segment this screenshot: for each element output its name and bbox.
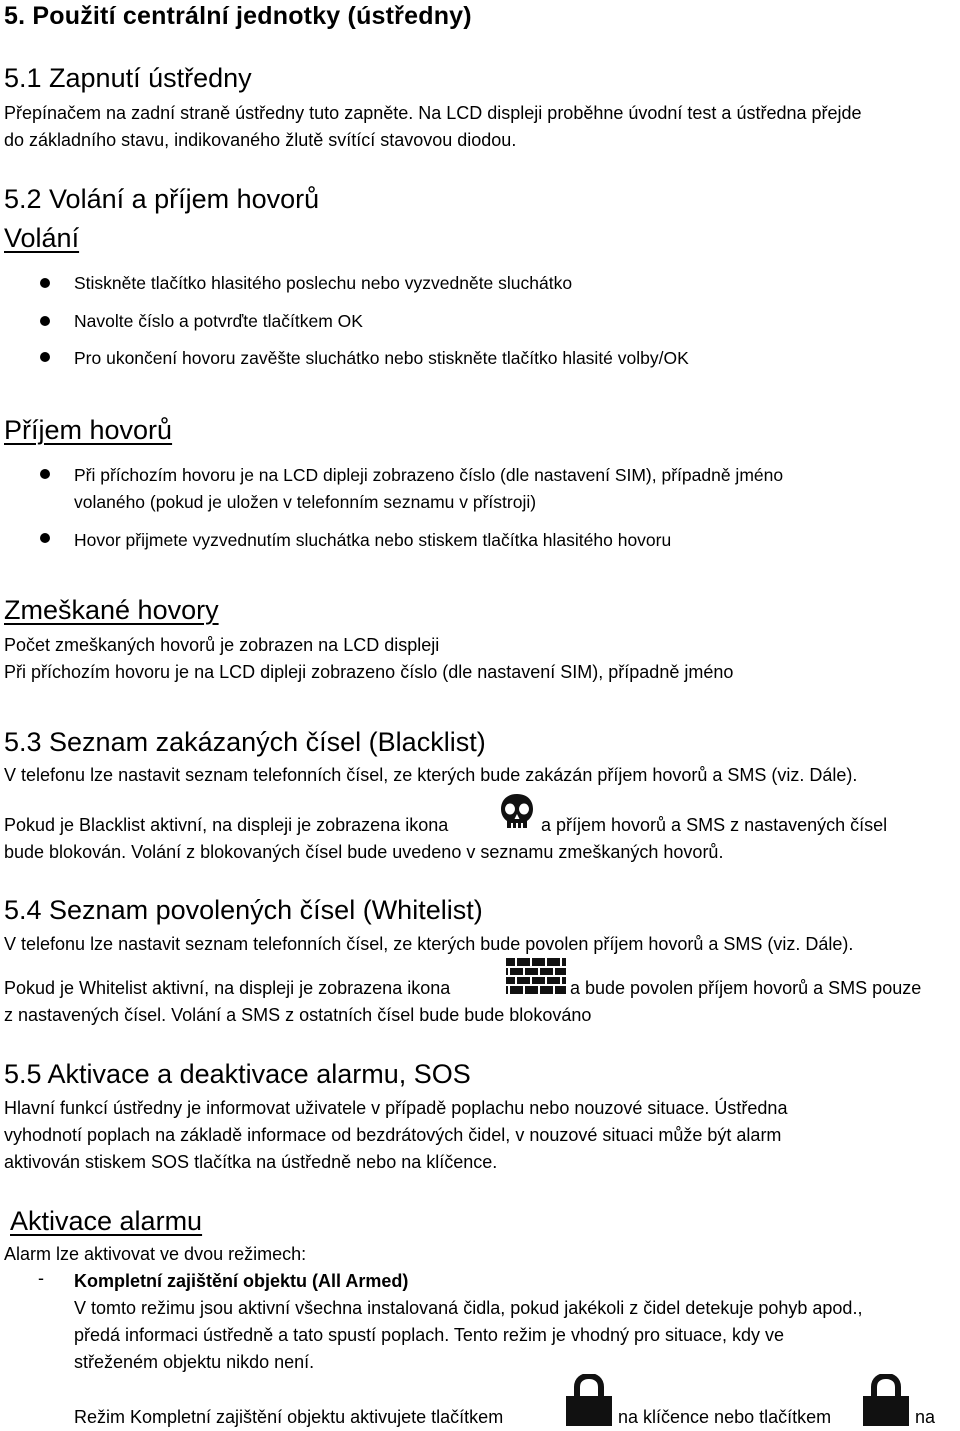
- padlock-icon: [861, 1374, 911, 1426]
- section-5-4-line-3: z nastavených čísel. Volání a SMS z ostatních čísel bude bude blokováno: [4, 1005, 592, 1025]
- section-5-5-title: 5.5 Aktivace a deaktivace alarmu, SOS: [4, 1059, 471, 1089]
- list-dash: -: [38, 1268, 44, 1288]
- section-5-3-line-2a: Pokud je Blacklist aktivní, na displeji je zobrazena ikona: [4, 815, 449, 835]
- bullet-icon: [40, 278, 50, 288]
- skull-icon: [498, 792, 536, 832]
- mode-title: Kompletní zajištění objektu (All Armed): [74, 1271, 409, 1291]
- section-5-3-line-3: bude blokován. Volání z blokovaných čísel bude uvedeno v seznamu zmeškaných hovorů.: [4, 842, 724, 862]
- calling-subtitle: Volání: [4, 223, 80, 253]
- mode-line-1: V tomto režimu jsou aktivní všechna instalovaná čidla, pokud jakékoli z čidel detekuje pohyb apod.,: [74, 1298, 863, 1318]
- section-5-5-line-3: aktivován stiskem SOS tlačítka na ústředně nebo na klíčence.: [4, 1152, 498, 1172]
- receiving-item-1-line-1: Při příchozím hovoru je na LCD dipleji zobrazeno číslo (dle nastavení SIM), případně jméno: [74, 465, 784, 485]
- section-5-1-title: 5.1 Zapnutí ústředny: [4, 63, 252, 93]
- calling-item-3: Pro ukončení hovoru zavěšte sluchátko nebo stiskněte tlačítko hlasité volby/OK: [74, 348, 689, 368]
- receiving-item-2: Hovor přijmete vyzvednutím sluchátka nebo stiskem tlačítka hlasitého hovoru: [74, 530, 672, 550]
- section-5-2-title: 5.2 Volání a příjem hovorů: [4, 184, 320, 214]
- bullet-icon: [40, 316, 50, 326]
- brick-wall-icon: [506, 958, 566, 994]
- receiving-item-1-line-2: volaného (pokud je uložen v telefonním seznamu v přístroji): [74, 492, 537, 512]
- section-5-3-line-2b: a příjem hovorů a SMS z nastavených čísel: [541, 815, 888, 835]
- bullet-icon: [40, 533, 50, 543]
- section-5-4-line-2b: a bude povolen příjem hovorů a SMS pouze: [570, 978, 922, 998]
- mode-line-2: předá informaci ústředně a tato spustí poplach. Tento režim je vhodný pro situace, kdy ve: [74, 1325, 785, 1345]
- calling-item-2: Navolte číslo a potvrďte tlačítkem OK: [74, 311, 363, 331]
- missed-line-2: Při příchozím hovoru je na LCD dipleji zobrazeno číslo (dle nastavení SIM), případně jméno: [4, 662, 734, 682]
- missed-subtitle: Zmeškané hovory: [4, 595, 219, 625]
- section-5-1-line-1: Přepínačem na zadní straně ústředny tuto zapněte. Na LCD displeji proběhne úvodní test a ústředna přejde: [4, 103, 862, 123]
- section-5-4-title: 5.4 Seznam povolených čísel (Whitelist): [4, 895, 483, 925]
- receiving-subtitle: Příjem hovorů: [4, 415, 173, 445]
- activation-intro: Alarm lze aktivovat ve dvou režimech:: [4, 1244, 307, 1264]
- page-title: 5. Použití centrální jednotky (ústředny): [4, 2, 472, 30]
- missed-line-1: Počet zmeškaných hovorů je zobrazen na LCD displeji: [4, 635, 440, 655]
- section-5-3-line-1: V telefonu lze nastavit seznam telefonních čísel, ze kterých bude zakázán příjem hovorů a SMS (viz. Dále).: [4, 765, 858, 785]
- bullet-icon: [40, 352, 50, 362]
- activation-last-line-a: Režim Kompletní zajištění objektu aktivujete tlačítkem: [74, 1407, 504, 1427]
- section-5-3-title: 5.3 Seznam zakázaných čísel (Blacklist): [4, 727, 486, 757]
- section-5-1-line-2: do základního stavu, indikovaného žlutě svítící stavovou diodou.: [4, 130, 517, 150]
- calling-item-1: Stiskněte tlačítko hlasitého poslechu nebo vyzvedněte sluchátko: [74, 273, 573, 293]
- section-5-5-line-2: vyhodnotí poplach na základě informace od bezdrátových čidel, v nouzové situaci může být alarm: [4, 1125, 782, 1145]
- section-5-5-line-1: Hlavní funkcí ústředny je informovat uživatele v případě poplachu nebo nouzové situace. Ústředna: [4, 1098, 788, 1118]
- activation-last-line-b: na klíčence nebo tlačítkem: [618, 1407, 832, 1427]
- bullet-icon: [40, 469, 50, 479]
- padlock-icon: [564, 1374, 614, 1426]
- section-5-4-line-2a: Pokud je Whitelist aktivní, na displeji je zobrazena ikona: [4, 978, 451, 998]
- activation-subtitle: Aktivace alarmu: [10, 1206, 203, 1236]
- mode-line-3: střeženém objektu nikdo není.: [74, 1352, 315, 1372]
- section-5-4-line-1: V telefonu lze nastavit seznam telefonních čísel, ze kterých bude povolen příjem hovorů a SMS (viz. Dále).: [4, 934, 854, 954]
- activation-last-line-c: na: [915, 1407, 936, 1427]
